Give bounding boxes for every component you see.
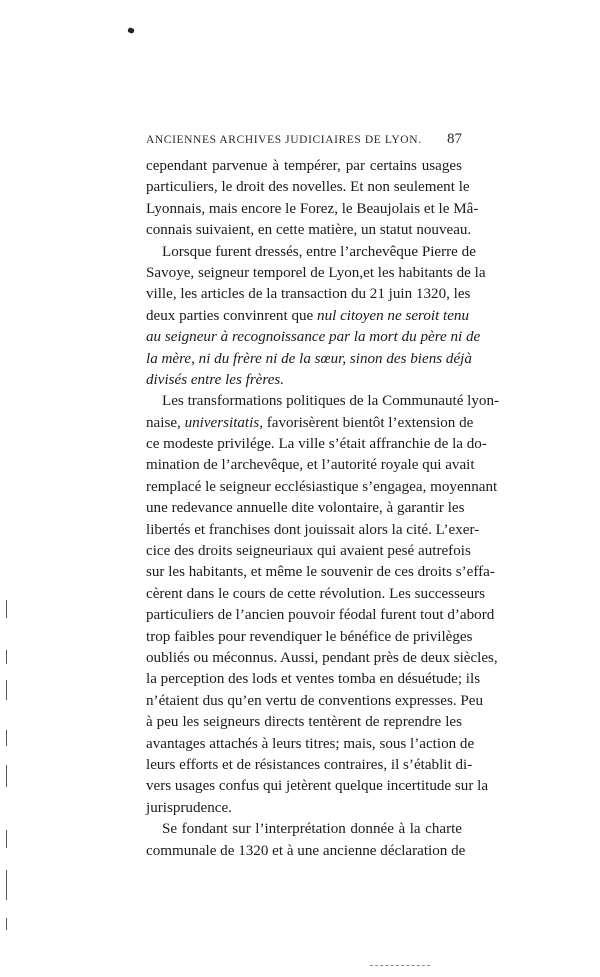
text-line: une redevance annuelle dite volontaire, à garantir les (146, 500, 465, 517)
page-number: 87 (447, 131, 462, 147)
text-line: à peu les seigneurs directs tentèrent de reprendre les (146, 714, 462, 731)
text-line: ce modeste privilége. La ville s’était affranchie de la do- (146, 436, 487, 453)
text-line (146, 413, 474, 434)
text-line: Lorsque furent dressés, entre l’archevêque Pierre de (162, 243, 476, 260)
text-line: Les transformations politiques de la Communauté lyon- (162, 393, 500, 410)
text-line: vers usages confus qui jetèrent quelque incertitude sur la (146, 778, 489, 795)
margin-scan-marks (6, 600, 10, 930)
text-line: n’étaient dus qu’en vertu de conventions expresses. Peu (146, 692, 484, 709)
text-italic: universitatis, (184, 414, 263, 431)
text-line: la perception des lods et ventes tomba en désuétude; ils (146, 671, 481, 688)
text-line: particuliers, le droit des novelles. Et non seulement le (146, 179, 470, 196)
text-line: ville, les articles de la transaction du 21 juin 1320, les (146, 286, 471, 303)
text-line: cèrent dans le cours de cette révolution. Les successeurs (146, 585, 486, 602)
text-line: avantages attachés à leurs titres; mais, sous l’action de (146, 735, 475, 752)
text-line: Se fondant sur l’interprétation donnée à la charte (162, 821, 462, 838)
text-line: mination de l’archevêque, et l’autorité royale qui avait (146, 457, 475, 474)
text-line: Lyonnais, mais encore le Forez, le Beaujolais et le Mâ- (146, 200, 479, 217)
text-line: cice des droits seigneuriaux qui avaient pesé autrefois (146, 543, 471, 560)
running-head (146, 131, 462, 147)
text-line: connais suivaient, en cette matière, un statut nouveau. (146, 222, 472, 239)
text-line: la mère, ni du frère ni de la sœur, sinon des biens déjà (146, 350, 472, 367)
text-line: cependant parvenue à tempérer, par certains usages (146, 158, 462, 174)
running-head-title: ANCIENNES ARCHIVES JUDICIAIRES DE LYON. (146, 134, 422, 146)
text-roman: naise, (146, 414, 185, 431)
text-line: particuliers de l’ancien pouvoir féodal furent tout d’abord (146, 607, 495, 624)
text-line: divisés entre les frères. (146, 371, 285, 388)
text-line: communale de 1320 et à une ancienne déclaration de (146, 842, 466, 859)
text-line: Savoye, seigneur temporel de Lyon,et les habitants de la (146, 264, 486, 281)
ink-speck (127, 27, 134, 34)
text-line: jurisprudence. (146, 799, 232, 816)
body-text (146, 156, 500, 862)
text-line: leurs efforts et de résistances contraires, il s’établit di- (146, 756, 473, 773)
text-line: libertés et franchises dont jouissait alors la cité. L’exer- (146, 521, 480, 538)
text-roman: favorisèrent bientôt l’extension de (262, 414, 474, 431)
text-line: trop faibles pour revendiquer le bénéfice de privilèges (146, 628, 473, 645)
text-line: oubliés ou méconnus. Aussi, pendant près de deux siècles, (146, 649, 498, 666)
text-line: sur les habitants, et même le souvenir de ces droits s’effa- (146, 564, 495, 581)
text-roman: deux parties convinrent que (146, 307, 318, 324)
text-line: au seigneur à recognoissance par la mort du père ni de (146, 329, 481, 346)
bottom-scan-mark (370, 965, 430, 968)
text-line: remplacé le seigneur ecclésiastique s’engagea, moyennant (146, 478, 498, 495)
text-line (146, 306, 470, 327)
text-italic: nul citoyen ne seroit tenu (317, 307, 470, 324)
